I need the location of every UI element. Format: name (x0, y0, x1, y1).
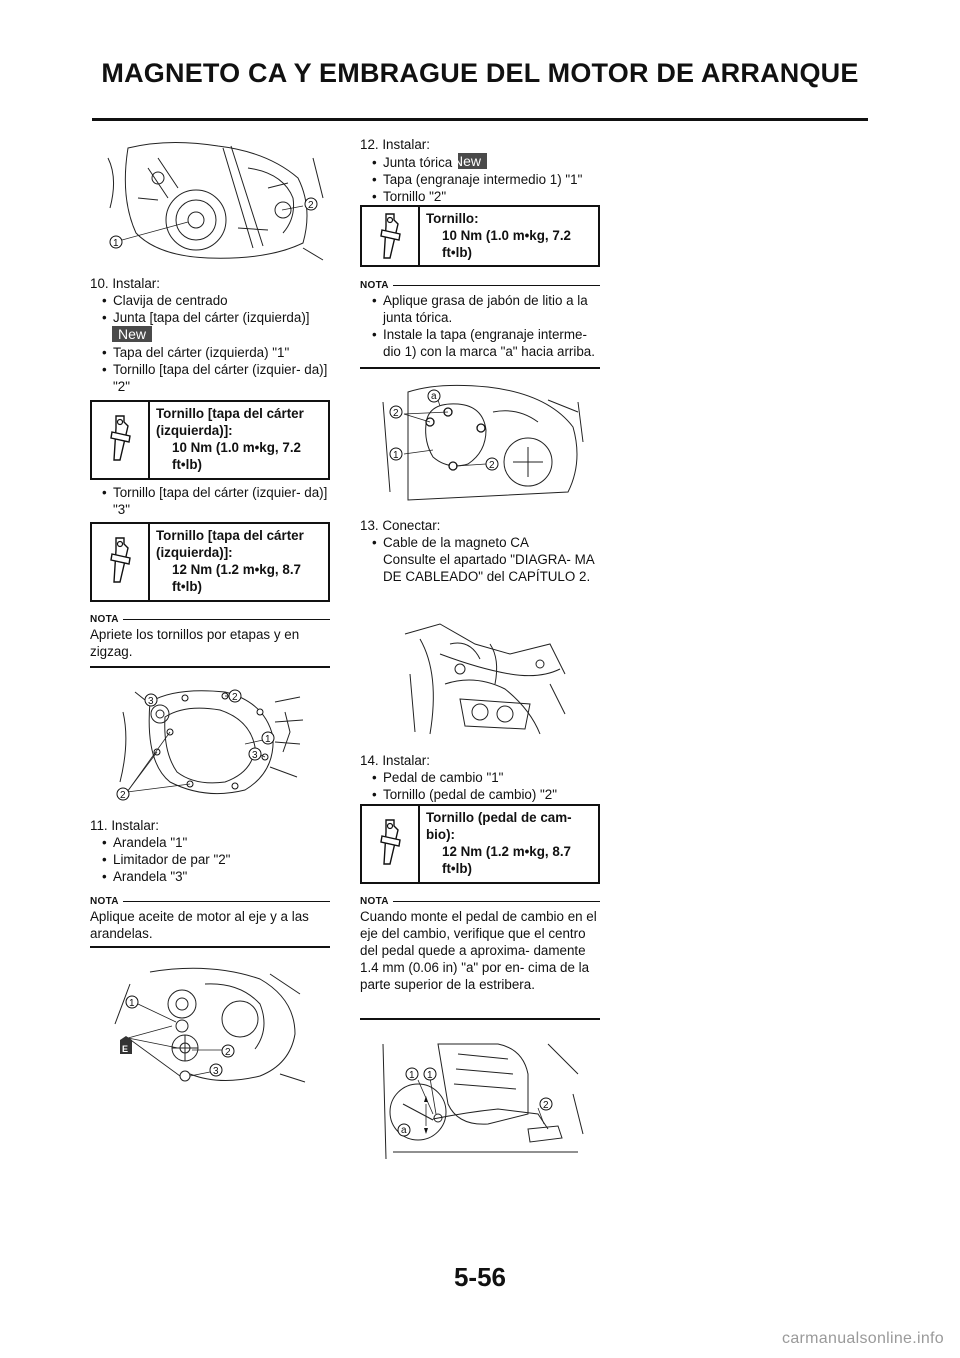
callout-2: 2 (120, 790, 126, 801)
torque-value: 12 Nm (1.2 m•kg, 8.7 ft•lb) (442, 844, 571, 876)
torque-spec-box (90, 400, 330, 480)
figure-magneto-rotor (98, 138, 330, 264)
step-heading: 13. Conectar: (360, 518, 441, 533)
list-item: • Clavija de centrado (102, 293, 228, 308)
step-heading: 11. Instalar: (90, 818, 159, 833)
note-label: NOTA (90, 896, 119, 907)
callout-3: 3 (148, 696, 154, 707)
wrench-icon (92, 524, 148, 600)
torque-spec-box (90, 522, 330, 602)
wrench-icon (362, 806, 418, 882)
list-item: • Tornillo "2" (372, 189, 447, 204)
note-block (360, 280, 600, 360)
wrench-icon (92, 402, 148, 478)
note-label: NOTA (90, 614, 119, 625)
callout-2: 2 (393, 408, 399, 419)
callout-3: 3 (252, 750, 258, 761)
callout-2: 2 (308, 200, 314, 211)
list-item: • Arandela "1" (102, 835, 188, 850)
torque-value: 10 Nm (1.0 m•kg, 7.2 ft•lb) (172, 440, 301, 472)
torque-value: 10 Nm (1.0 m•kg, 7.2 ft•lb) (442, 228, 571, 260)
note-block (90, 896, 330, 942)
list-item: • Limitador de par "2" (102, 852, 231, 867)
callout-1: 1 (265, 734, 271, 745)
list-item: • Tapa del cárter (izquierda) "1" (102, 345, 290, 360)
torque-value: 12 Nm (1.2 m•kg, 8.7 ft•lb) (172, 562, 301, 594)
step-14-text (360, 752, 600, 803)
reference-text: Consulte el apartado "DIAGRA- MA DE CABLEADO" del CAPÍTULO 2. (383, 552, 594, 584)
watermark: carmanualsonline.info (782, 1330, 944, 1347)
callout-a: a (431, 391, 437, 402)
torque-spec-box (360, 804, 600, 884)
list-item: • Aplique grasa de jabón de litio a la junta tórica. (372, 293, 588, 325)
wrench-icon (362, 207, 418, 265)
callout-1: 1 (129, 998, 135, 1009)
torque-name: Tornillo [tapa del cárter (izquierda)]: (156, 406, 304, 438)
torque-name: Tornillo [tapa del cárter (izquierda)]: (156, 528, 304, 560)
list-item: • Pedal de cambio "1" (372, 770, 504, 785)
note-rule (360, 1018, 600, 1020)
torque-name: Tornillo: (426, 211, 479, 226)
figure-wiring-harness (400, 614, 570, 740)
step-13-text (360, 517, 600, 585)
list-item: • Cable de la magneto CA (372, 535, 529, 550)
list-item: • Junta tórica New (360, 153, 600, 171)
callout-3: 3 (213, 1066, 219, 1077)
callout-2: 2 (489, 460, 495, 471)
list-item: • Junta [tapa del cárter (izquierda)] (102, 310, 310, 325)
list-item: • Tornillo (pedal de cambio) "2" (372, 787, 557, 802)
figure-torque-limiter (110, 964, 306, 1086)
new-badge: New (458, 153, 487, 169)
torque-name: Tornillo (pedal de cam- bio): (426, 810, 572, 842)
step-heading: 12. Instalar: (360, 137, 430, 152)
note-rule (90, 666, 330, 668)
note-rule (360, 367, 600, 369)
list-item: • Arandela "3" (102, 869, 188, 884)
step-heading: 14. Instalar: (360, 753, 430, 768)
note-rule (90, 946, 330, 948)
callout-2: 2 (225, 1047, 231, 1058)
note-label: NOTA (360, 280, 389, 291)
step-11-text (90, 817, 330, 885)
note-text: Cuando monte el pedal de cambio en el eje del cambio, verifique que el centro del pedal quede a aproxima- damente 1.4 mm (0.06 in) "a" por en- cima de la parte superior de la estribera. (360, 909, 597, 992)
callout-2: 2 (543, 1100, 549, 1111)
torque-spec-box (360, 205, 600, 267)
note-text: Aplique aceite de motor al eje y a las arandelas. (90, 909, 309, 941)
note-block (360, 896, 600, 993)
list-item: • Tornillo [tapa del cárter (izquier- da)] "3" (102, 485, 328, 517)
step-heading: 10. Instalar: (90, 276, 160, 291)
callout-1: 1 (393, 450, 399, 461)
list-item: • Instale la tapa (engranaje interme- dio 1) con la marca "a" hacia arriba. (372, 327, 595, 359)
callout-1: 1 (409, 1070, 415, 1081)
figure-crankcase-cover (115, 682, 305, 804)
callout-a: a (401, 1125, 407, 1136)
engine-oil-icon: E (122, 1044, 129, 1054)
step-12-text (360, 136, 600, 205)
new-badge: New (112, 326, 152, 342)
note-label: NOTA (360, 896, 389, 907)
callout-1: 1 (113, 238, 119, 249)
figure-shift-pedal (378, 1034, 586, 1164)
page-number: 5-56 (453, 1262, 507, 1292)
step-10-extra (90, 484, 330, 518)
note-text: Apriete los tornillos por etapas y en zigzag. (90, 627, 300, 659)
title-rule (92, 118, 868, 121)
note-block (90, 614, 330, 660)
step-10-text (90, 275, 330, 395)
callout-2: 2 (232, 692, 238, 703)
list-item: • Tapa (engranaje intermedio 1) "1" (372, 172, 583, 187)
page-title: MAGNETO CA Y EMBRAGUE DEL MOTOR DE ARRANQUE (101, 58, 859, 88)
callout-1: 1 (427, 1070, 433, 1081)
figure-idler-gear-cover (378, 382, 586, 504)
list-item: • Tornillo [tapa del cárter (izquier- da)] "2" (102, 362, 328, 394)
